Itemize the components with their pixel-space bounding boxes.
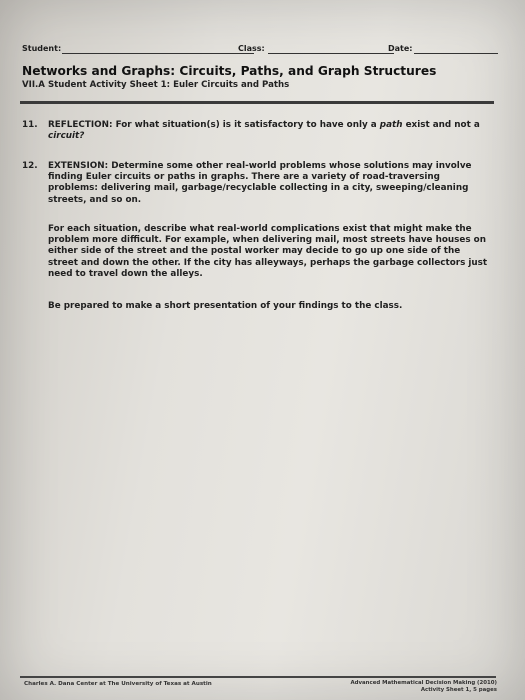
date-blank-line xyxy=(414,53,498,54)
footer-page-count: Activity Sheet 1, 5 pages xyxy=(420,687,497,693)
page-title: Networks and Graphs: Circuits, Paths, and Graph Structures xyxy=(22,64,437,78)
student-blank-line xyxy=(62,53,254,54)
question-heading: REFLECTION: xyxy=(48,120,113,130)
question-number: 11. xyxy=(22,120,38,130)
footer-course-title: Advanced Mathematical Decision Making (2010) xyxy=(350,680,497,686)
student-label: Student: xyxy=(22,44,62,53)
instructions-paragraph: For each situation, describe what real-world complications exist that might make the problem more difficult. For example, when delivering mail, most streets have houses on either side of the street and the postal worker may decide to go up one side of the street and down the other. If the city has alleyways, perhaps the garbage collectors just need to travel down the alleys. xyxy=(48,224,488,279)
header-divider xyxy=(20,101,494,104)
class-blank-line xyxy=(268,53,394,54)
question-text-middle: exist and not a xyxy=(405,120,480,130)
question-11 xyxy=(22,120,490,142)
footer-credit: Charles A. Dana Center at The University of Texas at Austin xyxy=(24,681,212,687)
date-label: Date: xyxy=(388,44,413,53)
question-text: Determine some other real-world problems whose solutions may involve finding Euler circuits or paths in graphs. There are a variety of road-traversing problems: delivering mail, garbage/recyclable collecting in a city, sweeping/cleaning streets, and so on. xyxy=(48,161,472,205)
question-heading: EXTENSION: xyxy=(48,161,109,171)
footer-course-info xyxy=(350,680,497,694)
question-number: 12. xyxy=(22,161,38,171)
question-text: For what situation(s) is it satisfactory to have only a xyxy=(115,120,377,130)
presentation-note: Be prepared to make a short presentation of your findings to the class. xyxy=(48,301,403,311)
question-12 xyxy=(22,161,490,206)
question-emphasis-2: circuit? xyxy=(48,131,85,142)
page-subtitle: VII.A Student Activity Sheet 1: Euler Circuits and Paths xyxy=(22,80,290,90)
question-emphasis: path xyxy=(379,120,403,130)
class-label: Class: xyxy=(238,44,265,53)
footer-divider xyxy=(20,676,496,678)
